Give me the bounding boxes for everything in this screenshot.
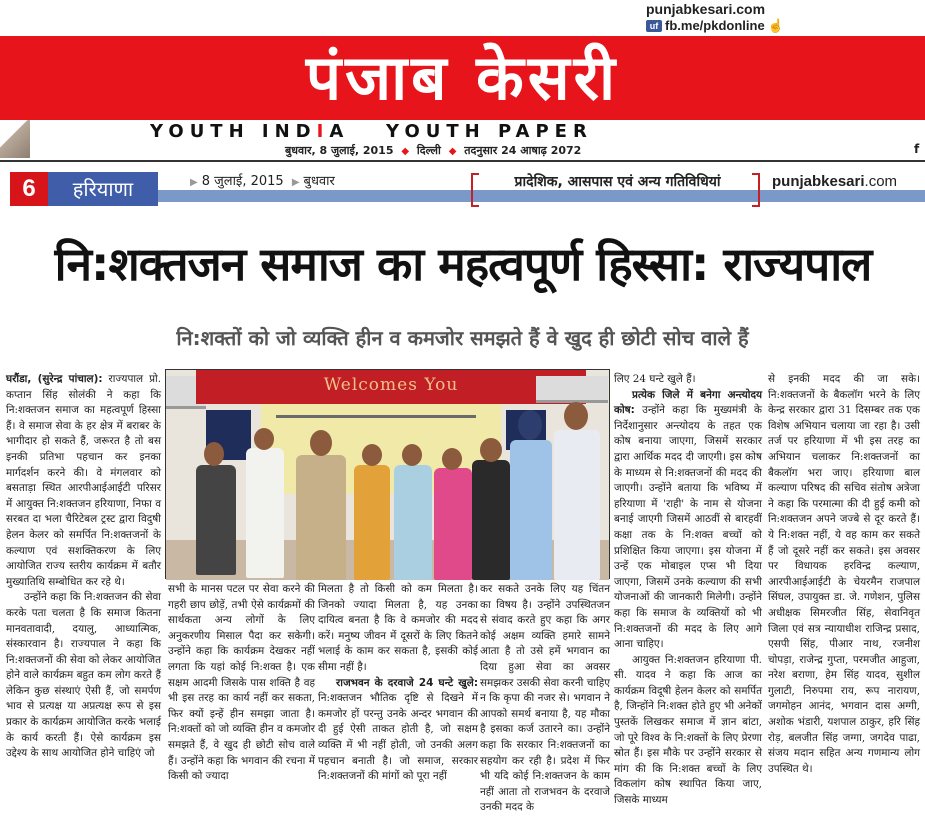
photo-person-head bbox=[204, 442, 224, 466]
article-column-6 bbox=[768, 372, 920, 800]
facebook-link[interactable] bbox=[646, 18, 784, 34]
photo-person-head bbox=[402, 444, 422, 466]
article-subheading: राजभवन के दरवाजे 24 घन्टे खुले: bbox=[336, 676, 478, 689]
tagline-accent-i: I bbox=[316, 121, 330, 142]
photo-person bbox=[354, 465, 390, 580]
website-link[interactable]: punjabkesari.com bbox=[646, 1, 766, 17]
edge-mark: f bbox=[914, 142, 920, 156]
band-section-title: प्रादेशिक, आसपास एवं अन्य गतिविधियां bbox=[514, 174, 721, 190]
band-website-main: punjabkesari bbox=[772, 173, 865, 190]
article-subheading: प्रत्येक जिले में बनेगा अन्त्योदय कोष: bbox=[614, 388, 762, 417]
article-column-5 bbox=[614, 372, 762, 807]
article-paragraph: उन्होंने कहा कि नि:शक्तजन की सेवा करके पता चलता है कि समाज कितना मानवतावादी, दयालु, आध्यात्मिक, संस्कारवान है। राज्यपाल ने कहा कि नि:शक्तजनों की सेवा को लेकर आयोजित होने वाले कार्यक्रम बहुत कम लोग करते हैं लेकिन कुछ संस्थाएं ऐसी हैं, जो समर्पण भाव से प्रत्यक्ष या अप्रत्यक्ष रूप से इस प्रकार के कार्यक्रम आयोजित करके भलाई के कार्य करती हैं। ऐसे कार्यक्रम इस उद्देश्य के साथ आयोजित होने चाहिएं जो bbox=[6, 591, 161, 760]
band-date bbox=[190, 174, 335, 191]
article-paragraph: राज्यपाल प्रो. कप्तान सिंह सोलंकी ने कहा कि नि:शक्तजन समाज का महत्वपूर्ण हिस्सा हैं। वे समाज सेवा के हर क्षेत्र में बराबर के भागीदार हो सकते हैं, जरूरत है तो बस इनकी प्रतिभा पहचान कर इनका मार्गदर्शन करने की। वे मंगलवार को बसताड़ा स्थित आरपीआईआईटी परिसर में आयुक्त नि:शक्तजन हरियाणा, निफा व सरबत दा भला चैरिटेबल ट्रस्ट द्वारा विदुषी हेलन केलर को समर्पित नि:शक्तजनों के कल्याण एवं सशक्तिकरण के लिए आयोजित राज्य स्तरीय कार्यक्रम में बतौर मुख्यातिथि सम्बोधित कर रहे थे। bbox=[6, 373, 161, 588]
masthead-date: बुधवार, 8 जुलाई, 2015 bbox=[285, 144, 394, 157]
masthead bbox=[0, 0, 925, 162]
photo-board-text-line bbox=[276, 415, 476, 418]
tagline-part2: A YOUTH PAPER bbox=[329, 121, 593, 142]
article-paragraph: आयुक्त नि:शक्तजन हरियाणा पी. सी. यादव ने कहा कि आज का कार्यक्रम विदूषी हेलन केलर को समर्पित है, जिन्होंने नि:शक्त होते हुए भी अनेकों पुस्तकें लिखकर समाज में ज्ञान बांटा, जो पूरे विश्व के नि:शक्तों के लिए प्रेरणा स्रोत हैं। इस मौके पर उन्होंने सरकार से मांग की कि नि:शक्त बच्चों के लिए विकलांग कोष स्थापित किया जाए, जिसके माध्यम bbox=[614, 653, 762, 807]
article-subheadline: नि:शक्तों को जो व्यक्ति हीन व कमजोर समझते हैं वे खुद ही छोटी सोच वाले हैं bbox=[176, 326, 749, 350]
masthead-city: दिल्ली bbox=[416, 144, 441, 157]
band-website[interactable] bbox=[772, 174, 897, 190]
band-blue-strip bbox=[155, 190, 925, 202]
article-column-3 bbox=[318, 582, 478, 800]
masthead-dateline bbox=[285, 144, 581, 159]
bracket-right bbox=[752, 173, 760, 207]
page-number: 6 bbox=[10, 172, 48, 206]
newspaper-logo bbox=[0, 36, 925, 120]
photo-person bbox=[510, 440, 552, 580]
photo-person bbox=[296, 455, 346, 580]
article-paragraph: लिए 24 घन्टे खुले हैं। bbox=[614, 373, 696, 385]
photo-banner bbox=[196, 370, 586, 404]
band-day-text: बुधवार bbox=[303, 174, 335, 189]
diamond-icon: ◆ bbox=[448, 146, 457, 157]
article-paragraph: से इनकी मदद की जा सके। नि:शक्तजनों के बैकलॉग भरने के लिए केन्द्र सरकार द्वारा 31 दिसम्बर तक एक विशेष अभियान चलाया जा रहा है। उसी तर्ज पर हरियाणा में भी इस तरह का अभियान चलाकर नि:शक्तजनों का बैकलॉग भरा जाए। हरियाणा बाल कल्याण परिषद की सचिव संतोष अत्रेजा ने कहा कि परमात्मा की दी हुई कमी को नि:शक्तजन अपने जज्बे से दूर करते हैं। ये नि:शक्त नहीं, ये वह काम कर सकते हैं जो दूसरे नहीं कर सकते। इस अवसर पर विधायक हरविन्द्र कल्याण, आरपीआईआईटी के चेयरमैन राजपाल सिंघल, उपायुक्त डा. जे. गणेशन, पुलिस अधीक्षक सिमरजीत सिंह, सेवानिवृत जिला एवं सत्र न्यायाधीश राजिन्द्र प्रसाद, एसपी सिंह, पीआर नाथ, रजनीश चोपड़ा, राजेन्द्र गुप्ता, परमजीत आहुजा, नरेश बराणा, हेम सिंह यादव, सुशील गुलाटी, निरुपमा राय, रूप नारायण, जगमोहन आनंद, भगवान दास अग्गी, अशोक भंडारी, यशपाल ठाकुर, हरि सिंह रोड़, बलजीत सिंह जग्गा, जगदेव पाढा, संजय मदान सहित अन्य गणमान्य लोग उपस्थित थे। bbox=[768, 373, 920, 775]
section-name[interactable]: हरियाणा bbox=[48, 172, 158, 206]
photo-person bbox=[472, 460, 510, 580]
photo-person bbox=[434, 468, 472, 580]
band-date-text: 8 जुलाई, 2015 bbox=[201, 174, 284, 189]
photo-person bbox=[554, 430, 600, 580]
event-photo bbox=[165, 369, 610, 579]
arrow-right-icon: ▶ bbox=[291, 177, 300, 188]
facebook-url: fb.me/pkdonline bbox=[665, 18, 765, 33]
photo-person-head bbox=[442, 448, 462, 470]
corner-decoration bbox=[0, 120, 30, 158]
photo-person-head bbox=[362, 444, 382, 466]
facebook-icon: uf bbox=[646, 20, 662, 32]
logo-text: पंजाब केसरी bbox=[305, 41, 620, 114]
article-headline: नि:शक्तजन समाज का महत्वपूर्ण हिस्सा: राज्यपाल bbox=[54, 237, 872, 291]
band-website-suffix: .com bbox=[864, 173, 898, 190]
tagline bbox=[150, 121, 593, 143]
diamond-icon: ◆ bbox=[401, 146, 410, 157]
article-column-4 bbox=[480, 582, 610, 814]
masthead-divider bbox=[0, 160, 925, 162]
photo-person bbox=[196, 465, 236, 575]
photo-person bbox=[246, 448, 284, 578]
article-column-2 bbox=[168, 582, 315, 800]
article-column-1 bbox=[6, 372, 161, 800]
photo-ac-unit-right bbox=[536, 376, 608, 403]
arrow-right-icon: ▶ bbox=[190, 177, 198, 188]
article-paragraph: नि:शक्तजन भौतिक दृष्टि से दिखने में कमजोर हों परन्तु उनके अन्दर भगवान की दी हुई ऐसी ताकत होती है, जो सक्षम व्यक्ति में भी नहीं होती, जो उनकी अलग पहचान बनाती है। जो समाज, सरकार नि:शक्तजनों की मांगों को पूरा नहीं bbox=[318, 692, 478, 783]
masthead-hindu-date: तदनुसार 24 आषाढ़ 2072 bbox=[464, 144, 582, 157]
pointer-hand-icon: ☝ bbox=[767, 18, 784, 33]
tagline-part1: YOUTH IND bbox=[150, 121, 317, 142]
photo-person-head bbox=[310, 430, 332, 456]
photo-person-head bbox=[564, 402, 588, 430]
photo-person-head bbox=[480, 438, 502, 462]
article-paragraph: उन्होंने कहा कि मुख्यमंत्री के निर्देशानुसार अन्त्योदय के तहत एक कोष बनाया जाएगा, जिसमें सरकार द्वारा आर्थिक मदद दी जाएगी। इस कोष के माध्यम से नि:शक्तजनों की मदद की जाएगी। उन्होंने बताया कि भविष्य में हरियाणा में 'राही' के नाम से योजना बनाई जाएगी जिसमें आठवीं से बारहवीं कक्षा तक के नि:शक्त बच्चों को प्रशिक्षित किया जाएगा। इस योजना में उन्हें एक मोबाइल एप्स भी दिया जाएगा, जिसमें उनके कल्याण की सभी योजनाओं की जानकारी मिलेगी। उन्होंने कहा कि समाज के व्यक्तियों को भी नि:शक्तजनों की मदद के लिए आगे आना चाहिए। bbox=[614, 404, 762, 651]
photo-banner-text: Welcomes You bbox=[323, 375, 459, 395]
photo-person-head bbox=[254, 428, 274, 450]
photo-person-head bbox=[518, 410, 542, 440]
article-dateline: घरौंडा, (सुरेन्द्र पांचाल): bbox=[6, 373, 103, 385]
article-paragraph: मिलता है तो किसी को कम मिलता है। जिनको ज्यादा मिलता है, यह उनका दायित्व बनता है कि वे कमजोर की मदद करें। मनुष्य जीवन में दूसरों के लिए कितने भलाई के काम कर सकता है, इसकी कोई सीमा नहीं है। bbox=[318, 583, 478, 673]
photo-person bbox=[394, 465, 432, 580]
article-paragraph: कर सकते उनके लिए यह चिंतन का विषय है। उन्होंने उपस्थितजन से संवाद करते हुए कहा कि अगर कोई अक्षम व्यक्ति हमारे सामने आता है तो उसे हमें भगवान का दिया हुआ सेवा का अवसर समझकर उसकी सेवा करनी चाहिए न कि कृपा की नजर से। भगवान ने आपको समर्थ बनाया है, यह मौका है इसका कर्ज उतारने का। उन्होंने कहा कि सरकार नि:शक्तजनों का सहयोग कर रही है। प्रदेश में फिर भी यदि कोई नि:शक्तजन के काम नहीं आता तो राजभवन के दरवाजे उनकी मदद के bbox=[480, 583, 610, 814]
bracket-left bbox=[471, 173, 479, 207]
article-paragraph: सभी के मानस पटल पर सेवा करने की गहरी छाप छोड़ें, तभी ऐसे कार्यक्रमों की सार्थकता अन्य लोगों के लिए अनुकरणीय मिसाल पैदा कर सकेगी। उन्होंने कहा कि कार्यक्रम देखकर नहीं लगता कि यहां कोई नि:शक्त है। एक सक्षम आदमी जिसके पास शक्ति है वह भी इस तरह का कार्य नहीं कर सकता, फिर क्यों इन्हें हीन समझा जाता है। नि:शक्तों को जो व्यक्ति हीन व कमजोर समझते हैं, वे खुद ही छोटी सोच वाले हैं। उन्होंने कहा कि भगवान की रचना में किसी को ज्यादा bbox=[168, 583, 315, 783]
